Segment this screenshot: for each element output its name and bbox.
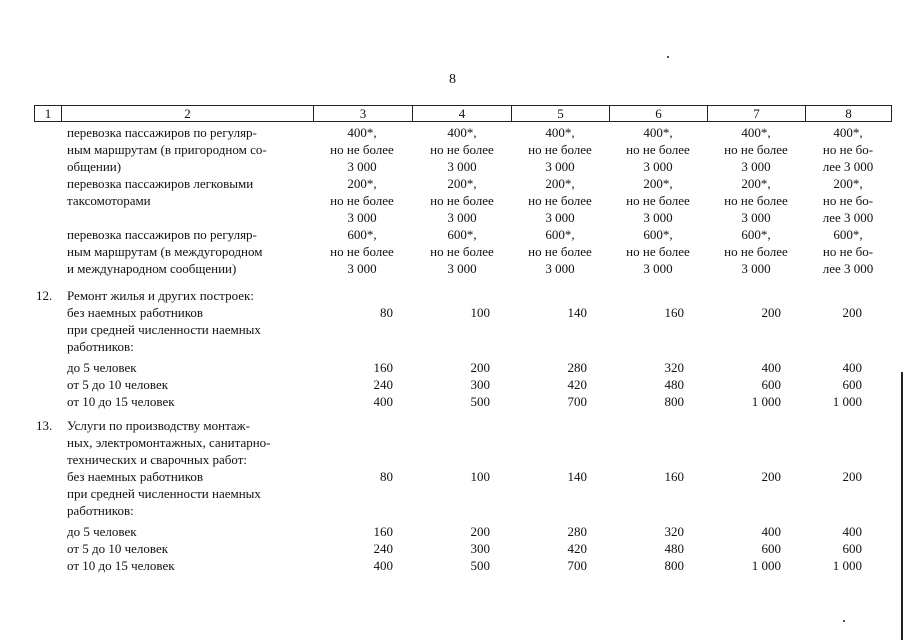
table-header-cell: 7 (707, 105, 806, 122)
rate-cell: 600*, но не более 3 000 (528, 227, 592, 276)
rate-cell: 400*, но не бо- лее 3 000 (822, 125, 874, 174)
rate-cell: 600 (842, 541, 862, 556)
table-header-cell: 4 (412, 105, 512, 122)
rate-cell: 200 (842, 469, 862, 484)
table-header-cell: 1 (34, 105, 62, 122)
rate-cell: 200 (761, 469, 781, 484)
row-label: до 5 человек (67, 524, 137, 539)
rate-cell: 600 (761, 541, 781, 556)
table-header-cell: 5 (511, 105, 610, 122)
rate-cell: 200 (470, 360, 490, 375)
rate-cell: 420 (567, 377, 587, 392)
rate-cell: 200*, но не более 3 000 (528, 176, 592, 225)
rate-cell: 160 (373, 524, 393, 539)
rate-cell: 160 (664, 469, 684, 484)
row-label: от 10 до 15 человек (67, 394, 175, 409)
rate-cell: 700 (567, 394, 587, 409)
rate-cell: 400 (842, 524, 862, 539)
rate-cell: 400 (761, 360, 781, 375)
rate-cell: 600 (842, 377, 862, 392)
rate-cell: 80 (380, 469, 393, 484)
rate-cell: 80 (380, 305, 393, 320)
section-number: 13. (36, 418, 53, 433)
section-number: 12. (36, 288, 53, 303)
rate-cell: 400 (373, 394, 393, 409)
section-title: Услуги по производству монтаж- (67, 418, 250, 433)
rate-cell: 200*, но не бо- лее 3 000 (822, 176, 874, 225)
table-header-cell: 8 (805, 105, 892, 122)
page-number: 8 (449, 72, 456, 87)
rate-cell: 400 (761, 524, 781, 539)
rate-cell: 100 (470, 469, 490, 484)
row-label: при средней численности наемных (67, 486, 261, 501)
rate-cell: 600*, но не бо- лее 3 000 (822, 227, 874, 276)
row-description: перевозка пассажиров легковыми (67, 176, 254, 191)
table-header-cell: 2 (61, 105, 314, 122)
rate-cell: 600*, но не более 3 000 (626, 227, 690, 276)
rate-cell: 480 (664, 541, 684, 556)
row-label: работников: (67, 503, 134, 518)
rate-cell: 140 (567, 469, 587, 484)
row-label: без наемных работников (67, 469, 204, 484)
section-title: ных, электромонтажных, санитарно- (67, 435, 271, 450)
rate-cell: 200 (470, 524, 490, 539)
rate-cell: 500 (470, 558, 490, 573)
row-label: при средней численности наемных (67, 322, 261, 337)
row-description: ным маршрутам (в междугородном (67, 244, 263, 259)
rate-cell: 240 (373, 541, 393, 556)
scan-edge (901, 372, 903, 640)
rate-cell: 280 (567, 360, 587, 375)
rate-cell: 420 (567, 541, 587, 556)
rate-cell: 200*, но не более 3 000 (330, 176, 394, 225)
rate-cell: 600 (761, 377, 781, 392)
rate-cell: 200 (761, 305, 781, 320)
rate-cell: 400*, но не более 3 000 (430, 125, 494, 174)
row-description: таксомоторами (67, 193, 151, 208)
rate-cell: 480 (664, 377, 684, 392)
rate-cell: 400 (373, 558, 393, 573)
rate-cell: 1 000 (832, 394, 862, 409)
section-title: технических и сварочных работ: (67, 452, 247, 467)
rate-cell: 200 (842, 305, 862, 320)
row-label: от 10 до 15 человек (67, 558, 175, 573)
rate-cell: 400 (842, 360, 862, 375)
rate-cell: 700 (567, 558, 587, 573)
rate-cell: 200*, но не более 3 000 (724, 176, 788, 225)
row-label: от 5 до 10 человек (67, 377, 169, 392)
row-label: от 5 до 10 человек (67, 541, 169, 556)
rate-cell: 200*, но не более 3 000 (430, 176, 494, 225)
row-description: ным маршрутам (в пригородном со- (67, 142, 267, 157)
rate-cell: 1 000 (751, 558, 781, 573)
rate-cell: 400*, но не более 3 000 (626, 125, 690, 174)
rate-cell: 100 (470, 305, 490, 320)
row-description: и международном сообщении) (67, 261, 237, 276)
rate-cell: 400*, но не более 3 000 (528, 125, 592, 174)
rate-cell: 200*, но не более 3 000 (626, 176, 690, 225)
rate-cell: 280 (567, 524, 587, 539)
rate-cell: 300 (470, 541, 490, 556)
scan-speck (843, 620, 845, 622)
row-label: до 5 человек (67, 360, 137, 375)
row-description: перевозка пассажиров по регуляр- (67, 125, 257, 140)
rate-cell: 400*, но не более 3 000 (724, 125, 788, 174)
rate-cell: 320 (664, 360, 684, 375)
rate-cell: 300 (470, 377, 490, 392)
rate-cell: 1 000 (751, 394, 781, 409)
rate-cell: 1 000 (832, 558, 862, 573)
row-label: работников: (67, 339, 134, 354)
rate-cell: 800 (664, 394, 684, 409)
rate-cell: 160 (373, 360, 393, 375)
rate-cell: 600*, но не более 3 000 (430, 227, 494, 276)
table-header-cell: 6 (609, 105, 708, 122)
row-label: без наемных работников (67, 305, 204, 320)
row-description: перевозка пассажиров по регуляр- (67, 227, 257, 242)
section-title: Ремонт жилья и других построек: (67, 288, 254, 303)
scan-speck (667, 56, 669, 58)
rate-cell: 600*, но не более 3 000 (330, 227, 394, 276)
rate-cell: 600*, но не более 3 000 (724, 227, 788, 276)
rate-cell: 140 (567, 305, 587, 320)
rate-cell: 160 (664, 305, 684, 320)
rate-cell: 240 (373, 377, 393, 392)
row-description: общении) (67, 159, 122, 174)
rate-cell: 320 (664, 524, 684, 539)
rate-cell: 400*, но не более 3 000 (330, 125, 394, 174)
rate-cell: 500 (470, 394, 490, 409)
rate-cell: 800 (664, 558, 684, 573)
table-header-cell: 3 (313, 105, 413, 122)
